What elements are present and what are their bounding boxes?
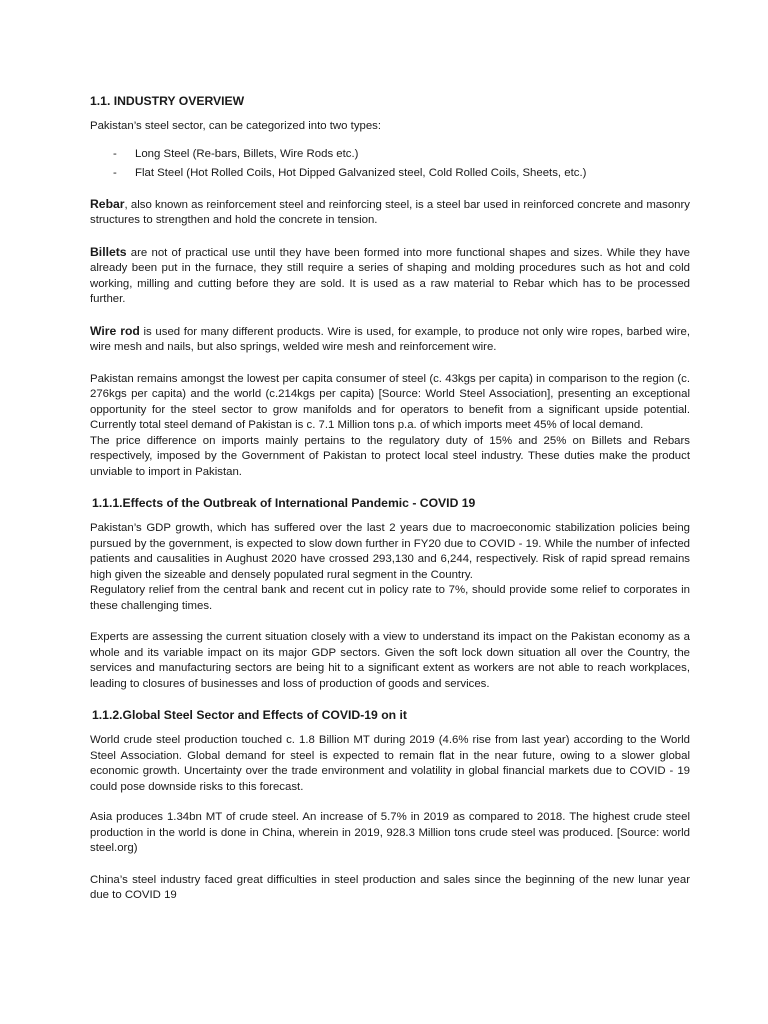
rebar-paragraph: Rebar, also known as reinforcement steel and reinforcing steel, is a steel bar used in reinforced concrete and masonry structures to strengthen and hold the concrete in tension. bbox=[90, 196, 690, 226]
global-paragraph-1: World crude steel production touched c. 1.8 Billion MT during 2019 (4.6% rise from last year) according to the World Steel Association. Global demand for steel is expected to remain flat in the near future, owing to a slower global economic growth. Uncertainty over the trade environment and volatility in global financial markets due to COVID - 19 could pose downside risks to this forecast. bbox=[90, 734, 690, 793]
steel-types-list bbox=[113, 145, 690, 183]
covid-paragraph-2: Regulatory relief from the central bank and recent cut in policy rate to 7%, should provide some relief to corporates in these challenging times. bbox=[90, 584, 690, 612]
consumption-paragraph: Pakistan remains amongst the lowest per capita consumer of steel (c. 43kgs per capita) in comparison to the region (c. 276kgs per capita) and the world (c.214kgs per capita) [Source: World Steel Association], presenting an exceptional opportunity for the steel sector to grow manifolds and for operators to benefit from a significant upside potential. Currently total steel demand of Pakistan is c. 7.1 Million tons p.a. of which imports meet 45% of local demand. bbox=[90, 372, 690, 431]
billets-paragraph: Billets are not of practical use until they have been formed into more functional shapes and sizes. While they have already been put in the furnace, they still require a series of shaping and molding procedures such as hot and cold working, milling and cutting before they are sold. It is used as a raw material to Rebar which has to be processed further. bbox=[90, 244, 690, 305]
covid-paragraph-1: Pakistan’s GDP growth, which has suffered over the last 2 years due to macroeconomic stabilization policies being pursued by the government, is expected to slow down further in FY20 due to COVID - 19. While the number of infected patients and causalities in Aughust 2020 have crossed 293,130 and 6,244, respectively. Risk of rapid spread remains high given the sizeable and densely populated rural segment in the Country. bbox=[90, 522, 690, 581]
global-paragraph-2: Asia produces 1.34bn MT of crude steel. An increase of 5.7% in 2019 as compared to 2018. The highest crude steel production in the world is done in China, wherein in 2019, 928.3 Million tons crude steel was produced. [Source: world steel.org) bbox=[90, 811, 690, 854]
global-paragraph-3: China’s steel industry faced great difficulties in steel production and sales since the beginning of the new lunar year due to COVID 19 bbox=[90, 873, 690, 901]
section-heading-industry-overview: 1.1. INDUSTRY OVERVIEW bbox=[90, 94, 245, 108]
wire-rod-paragraph: Wire rod is used for many different products. Wire is used, for example, to produce not only wire ropes, barbed wire, wire mesh and nails, but also springs, welded wire mesh and reinforcement wire. bbox=[90, 323, 690, 353]
rebar-term: Rebar bbox=[90, 196, 125, 211]
covid-paragraph-3: Experts are assessing the current situation closely with a view to understand its impact on the Pakistan economy as a whole and its variable impact on its major GDP sectors. Given the soft lock down situation all over the Country, the services and manufacturing sectors are being hit to a significant extent as workers are not able to reach workplaces, leading to closures of businesses and loss of production of goods and services. bbox=[90, 631, 690, 690]
billets-term: Billets bbox=[90, 244, 127, 259]
list-item: - Flat Steel (Hot Rolled Coils, Hot Dipped Galvanized steel, Cold Rolled Coils, Sheets, etc.) bbox=[113, 166, 587, 179]
intro-paragraph: Pakistan’s steel sector, can be categorized into two types: bbox=[90, 120, 382, 132]
duty-paragraph: The price difference on imports mainly pertains to the regulatory duty of 15% and 25% on Billets and Rebars respectively, imposed by the Government of Pakistan to protect local steel industry. These duties make the product unviable to import in Pakistan. bbox=[90, 434, 690, 478]
subsection-heading-covid: 1.1.1.Effects of the Outbreak of International Pandemic - COVID 19 bbox=[92, 496, 476, 510]
subsection-heading-global-steel: 1.1.2.Global Steel Sector and Effects of COVID-19 on it bbox=[92, 708, 407, 722]
wire-rod-term: Wire rod bbox=[90, 323, 140, 338]
list-item: - Long Steel (Re-bars, Billets, Wire Rods etc.) bbox=[113, 147, 359, 160]
